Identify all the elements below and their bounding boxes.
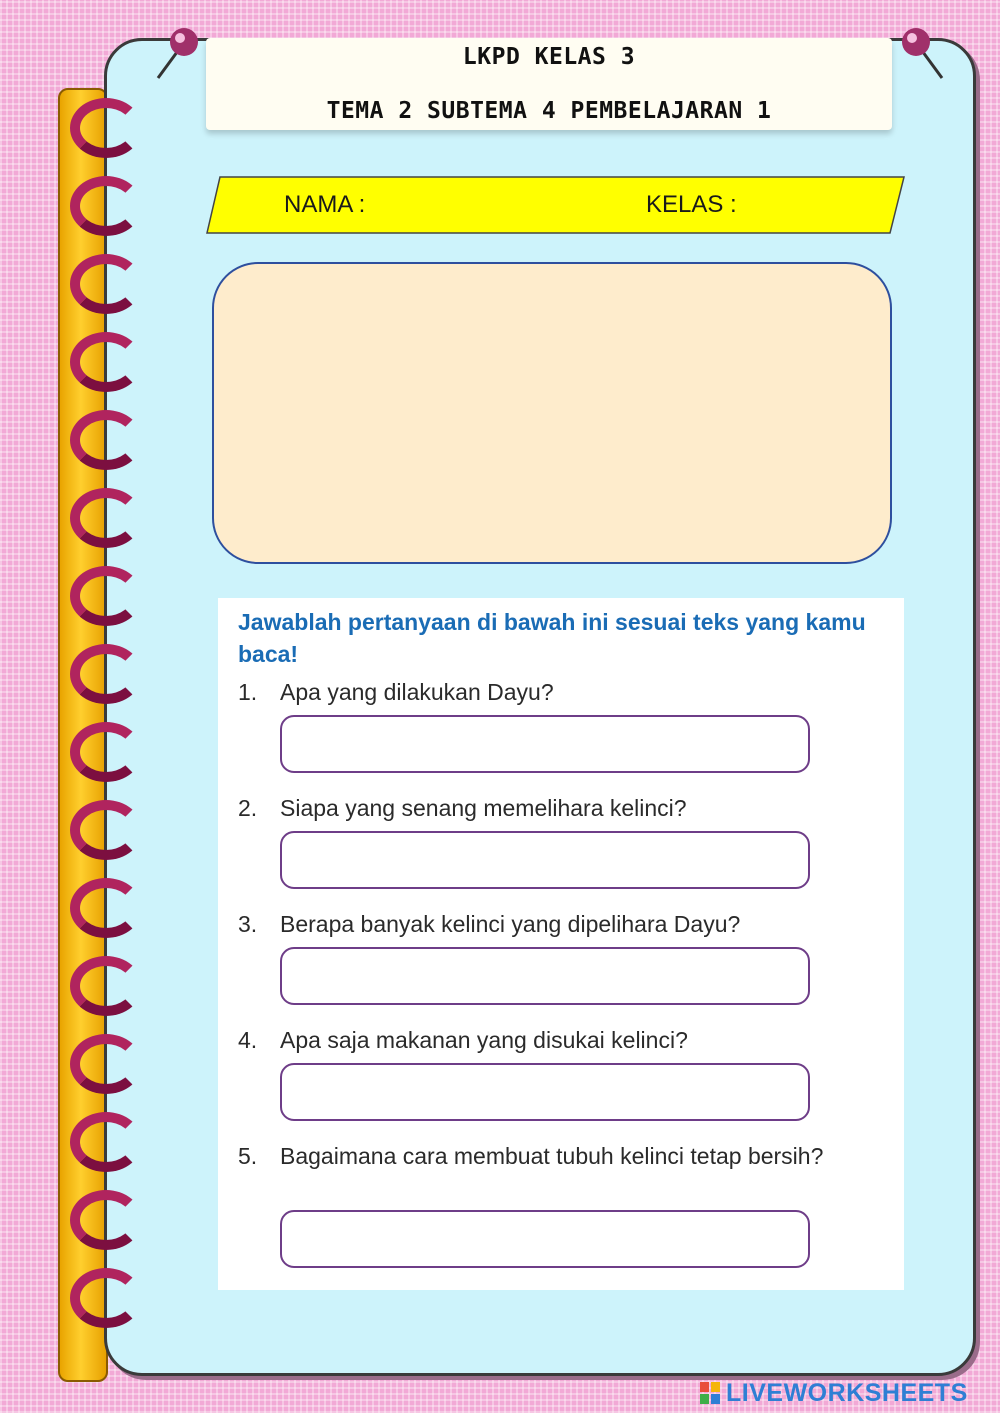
spiral-ring — [70, 644, 142, 704]
question-text: Bagaimana cara membuat tubuh kelinci tetap bersih? — [280, 1143, 824, 1169]
answer-input-1[interactable] — [280, 715, 810, 773]
spiral-ring — [70, 722, 142, 782]
reading-image-area — [212, 262, 892, 564]
spiral-ring — [70, 1034, 142, 1094]
question-text: Apa saja makanan yang disukai kelinci? — [280, 1027, 688, 1053]
question-number: 2. — [238, 795, 258, 821]
question-number: 4. — [238, 1027, 258, 1053]
spiral-ring — [70, 1112, 142, 1172]
question-number: 3. — [238, 911, 258, 937]
instruction-text: Jawablah pertanyaan di bawah ini sesuai teks yang kamu baca! — [238, 609, 866, 667]
question-text: Apa yang dilakukan Dayu? — [280, 679, 554, 705]
name-label: NAMA : — [284, 191, 366, 218]
pushpin-left-icon — [138, 18, 208, 88]
spiral-ring — [70, 878, 142, 938]
spiral-ring — [70, 1190, 142, 1250]
question-number: 1. — [238, 679, 258, 705]
spiral-ring — [70, 800, 142, 860]
spiral-ring — [70, 1268, 142, 1328]
answer-input-4[interactable] — [280, 1063, 810, 1121]
spiral-ring — [70, 488, 142, 548]
answer-input-3[interactable] — [280, 947, 810, 1005]
spiral-ring — [70, 176, 142, 236]
question-text: Berapa banyak kelinci yang dipelihara Dayu? — [280, 911, 741, 937]
spiral-ring — [70, 956, 142, 1016]
answer-input-5[interactable] — [280, 1210, 810, 1268]
spiral-ring — [70, 410, 142, 470]
watermark-text: LIVEWORKSHEETS — [726, 1379, 968, 1407]
liveworksheets-logo-icon — [700, 1382, 720, 1404]
worksheet-subtitle: TEMA 2 SUBTEMA 4 PEMBELAJARAN 1 — [326, 98, 772, 124]
worksheet-title: LKPD KELAS 3 — [462, 44, 636, 70]
answer-input-2[interactable] — [280, 831, 810, 889]
spiral-ring — [70, 254, 142, 314]
pushpin-right-icon — [892, 18, 962, 88]
question-text: Siapa yang senang memelihara kelinci? — [280, 795, 687, 821]
title-banner — [206, 38, 892, 130]
spiral-ring — [70, 98, 142, 158]
question-number: 5. — [238, 1143, 258, 1169]
question-panel — [218, 598, 904, 1290]
spiral-ring — [70, 566, 142, 626]
student-info-bar — [206, 176, 906, 234]
spiral-ring — [70, 332, 142, 392]
class-label: KELAS : — [646, 191, 737, 218]
